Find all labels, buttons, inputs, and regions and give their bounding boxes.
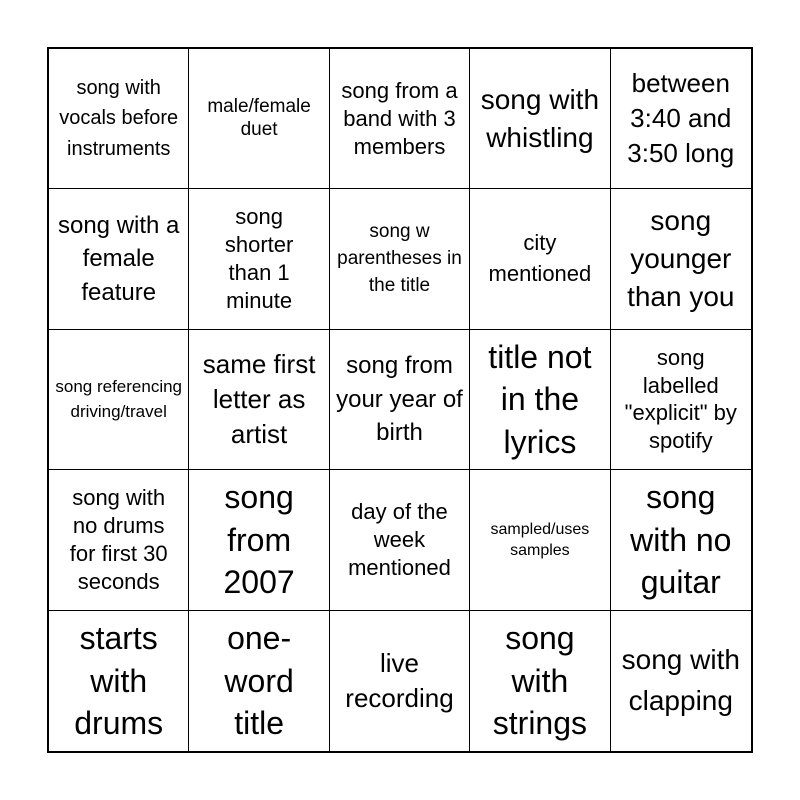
bingo-board xyxy=(47,47,753,753)
bingo-cell[interactable] xyxy=(470,189,610,329)
bingo-cell-text: song from a band with 3 members xyxy=(341,77,458,159)
bingo-cell[interactable] xyxy=(330,611,470,751)
bingo-cell-text: song with no drums for first 30 seconds xyxy=(69,485,168,594)
bingo-cell[interactable] xyxy=(470,470,610,610)
bingo-cell-text: song with vocals before instruments xyxy=(59,76,179,160)
bingo-cell[interactable] xyxy=(611,611,751,751)
bingo-cell-text: day of the week mentioned xyxy=(348,498,451,580)
bingo-cell-text: song w parentheses in the title xyxy=(337,220,462,296)
bingo-cell-text: song younger than you xyxy=(627,205,735,312)
bingo-cell-text: song labelled "explicit" by spotify xyxy=(624,344,737,454)
bingo-cell[interactable] xyxy=(611,189,751,329)
bingo-cell[interactable] xyxy=(330,470,470,610)
bingo-cell[interactable] xyxy=(49,611,189,751)
bingo-cell[interactable] xyxy=(49,189,189,329)
bingo-cell[interactable] xyxy=(189,330,329,470)
bingo-cell[interactable] xyxy=(470,330,610,470)
bingo-cell-text: live recording xyxy=(345,647,454,713)
bingo-cell-text: song from your year of birth xyxy=(336,352,463,447)
bingo-cell-text: one-word title xyxy=(224,619,294,742)
bingo-cell[interactable] xyxy=(470,49,610,189)
bingo-cell[interactable] xyxy=(189,470,329,610)
bingo-cell[interactable] xyxy=(49,49,189,189)
bingo-cell-text: song with no guitar xyxy=(630,479,732,601)
bingo-cell[interactable] xyxy=(330,49,470,189)
bingo-cell[interactable] xyxy=(189,189,329,329)
bingo-cell-text: male/female duet xyxy=(207,95,311,140)
bingo-cell-text: between 3:40 and 3:50 long xyxy=(627,68,735,169)
bingo-cell-text: song with strings xyxy=(492,619,588,742)
bingo-cell[interactable] xyxy=(330,330,470,470)
bingo-cell-text: same first letter as artist xyxy=(202,349,316,449)
bingo-cell-text: title not in the lyrics xyxy=(488,338,592,460)
bingo-cell-text: starts with drums xyxy=(74,619,164,742)
bingo-cell-text: song from 2007 xyxy=(223,479,295,601)
bingo-cell-text: song with clapping xyxy=(621,644,740,716)
bingo-cell[interactable] xyxy=(49,330,189,470)
bingo-cell[interactable] xyxy=(49,470,189,610)
bingo-cell-text: song shorter than 1 minute xyxy=(224,204,294,314)
bingo-cell-text: city mentioned xyxy=(488,230,592,287)
bingo-cell[interactable] xyxy=(611,330,751,470)
bingo-cell-text: sampled/uses samples xyxy=(490,520,590,559)
bingo-cell[interactable] xyxy=(611,49,751,189)
bingo-cell[interactable] xyxy=(470,611,610,751)
bingo-cell[interactable] xyxy=(189,611,329,751)
bingo-cell-text: song with a female feature xyxy=(57,211,180,306)
bingo-cell[interactable] xyxy=(611,470,751,610)
bingo-cell[interactable] xyxy=(330,189,470,329)
bingo-cell-text: song referencing driving/travel xyxy=(55,376,183,422)
bingo-cell[interactable] xyxy=(189,49,329,189)
bingo-cell-text: song with whistling xyxy=(480,83,600,153)
